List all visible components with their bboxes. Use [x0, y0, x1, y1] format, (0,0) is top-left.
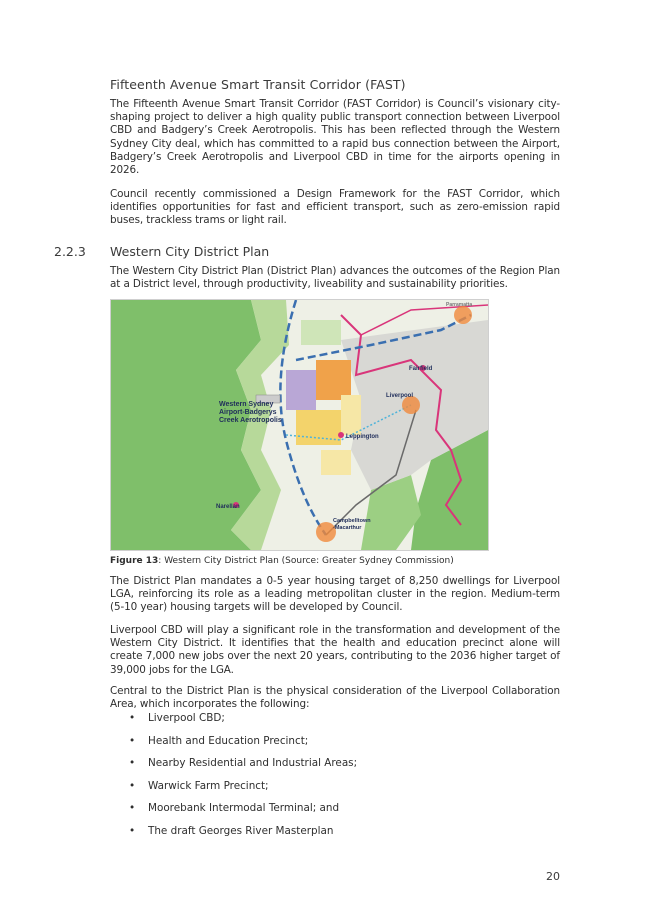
list-item-text: Warwick Farm Precinct; [148, 779, 269, 792]
map-label-narellan: Narellan [216, 504, 240, 510]
map-label-fairfield: Fairfield [409, 366, 433, 372]
section-number: 2.2.3 [54, 244, 86, 259]
western-parkland-area [111, 300, 261, 550]
district-plan-map [110, 299, 489, 551]
list-item [110, 712, 357, 735]
list-item [110, 757, 357, 780]
list-item-text: Liverpool CBD; [148, 712, 225, 724]
fast-paragraph-2: Council recently commissioned a Design Framework for the FAST Corridor, which identifies opportunities for fast and efficient transport, such as zero-emission rapid buses, trackless trams or light rail. [110, 188, 560, 227]
collaboration-paragraph: Central to the District Plan is the physical consideration of the Liverpool Collaboration Area, which incorporates the following: [110, 685, 560, 711]
jobs-paragraph: Liverpool CBD will play a significant role in the transformation and development of the Western City District. It identifies that the health and education precinct alone will create 7,000 new jobs over the next 20 years, contributing to the 2036 higher target of 39,000 jobs for the LGA. [110, 624, 560, 676]
list-item [110, 802, 357, 825]
figure-caption [110, 556, 454, 566]
housing-paragraph: The District Plan mandates a 0-5 year housing target of 8,250 dwellings for Liverpool LGA, reinforcing its role as a leading metropolitan cluster in the region. Medium-term (5-10 year) housing targets will be developed by Council. [110, 575, 560, 614]
bullet-marker: • [129, 824, 136, 837]
collaboration-area-list [110, 712, 357, 847]
list-item-text: Nearby Residential and Industrial Areas; [148, 757, 358, 769]
bullet-marker: • [129, 712, 136, 724]
map-label-aerotropolis-2: Airport-Badgerys [219, 409, 277, 416]
parramatta-centre [454, 306, 472, 324]
figure-caption-text: : Western City District Plan (Source: Greater Sydney Commission) [158, 556, 454, 566]
land-use-purple [286, 370, 316, 410]
map-label-liverpool: Liverpool [386, 393, 414, 399]
map-label-parramatta: Parramatta [446, 302, 473, 308]
list-item [110, 825, 357, 848]
map-label-aerotropolis-3: Creek Aerotropolis [219, 417, 282, 424]
list-item-text: Moorebank Intermodal Terminal; and [148, 802, 340, 814]
map-graphic [111, 300, 488, 550]
fast-heading: Fifteenth Avenue Smart Transit Corridor (FAST) [110, 77, 406, 92]
fast-paragraph-1: The Fifteenth Avenue Smart Transit Corridor (FAST Corridor) is Council’s visionary city-shaping project to deliver a high quality public transport connection between Liverpool CBD and Badgery’s Creek Aerotropolis. This has been reflected through the Western Sydney City deal, which has committed to a rapid bus connection between the Airport, Badgery’s Creek Aerotropolis and Liverpool CBD in time for the airports opening in 2026. [110, 98, 560, 177]
map-label-macarthur: -Macarthur [333, 525, 362, 531]
list-item-text: The draft Georges River Masterplan [148, 824, 334, 837]
land-use-orange [316, 360, 351, 400]
figure-label: Figure 13 [110, 556, 159, 566]
list-item [110, 780, 357, 803]
district-plan-heading: Western City District Plan [110, 244, 270, 259]
map-label-leppington: Leppington [346, 434, 379, 440]
bullet-marker: • [129, 757, 136, 769]
map-label-aerotropolis-1: Western Sydney [219, 401, 274, 408]
list-item [110, 735, 357, 758]
bullet-marker: • [129, 734, 136, 747]
list-item-text: Health and Education Precinct; [148, 734, 309, 747]
bullet-marker: • [129, 779, 136, 792]
bullet-marker: • [129, 802, 136, 814]
map-label-campbelltown: Campbelltown [333, 518, 371, 524]
district-plan-intro: The Western City District Plan (District Plan) advances the outcomes of the Region Plan at a District level, through productivity, liveability and sustainability priorities. [110, 265, 560, 291]
page-number: 20 [546, 870, 560, 883]
